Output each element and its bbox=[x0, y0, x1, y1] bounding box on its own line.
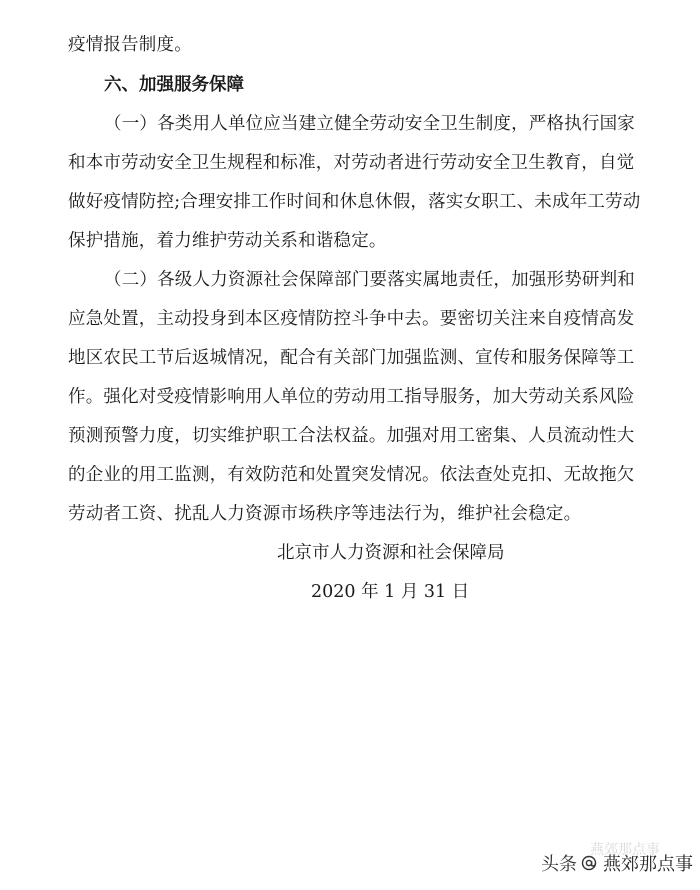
watermark-author: 燕郊那点事 bbox=[603, 854, 693, 875]
paragraph-line: 预测预警力度，切实维护职工合法权益。加强对用工密集、人员流动性大 bbox=[68, 426, 635, 446]
paragraph-line: 作。强化对受疫情影响用人单位的劳动用工指导服务，加大劳动关系风险 bbox=[68, 387, 635, 407]
paragraph-line: （二）各级人力资源社会保障部门要落实属地责任，加强形势研判和 bbox=[104, 270, 635, 290]
paragraph-line: 应急处置，主动投身到本区疫情防控斗争中去。要密切关注来自疫情高发 bbox=[68, 309, 635, 329]
signature-organization: 北京市人力资源和社会保障局 bbox=[277, 543, 505, 563]
signature-date: 2020 年 1 月 31 日 bbox=[311, 582, 470, 602]
watermark bbox=[541, 850, 693, 876]
paragraph-line: 地区农民工节后返城情况，配合有关部门加强监测、宣传和服务保障等工 bbox=[68, 348, 635, 368]
paragraph-line: 和本市劳动安全卫生规程和标准，对劳动者进行劳动安全卫生教育，自觉 bbox=[68, 153, 635, 173]
paragraph-line: 的企业的用工监测，有效防范和处置突发情况。依法查处克扣、无故拖欠 bbox=[68, 465, 635, 485]
at-icon bbox=[581, 855, 597, 871]
paragraph-line: （一）各类用人单位应当建立健全劳动安全卫生制度，严格执行国家 bbox=[104, 114, 635, 134]
section-heading: 六、加强服务保障 bbox=[104, 75, 244, 95]
paragraph-line: 劳动者工资、扰乱人力资源市场秩序等违法行为，维护社会稳定。 bbox=[68, 504, 582, 524]
paragraph-line: 做好疫情防控;合理安排工作时间和休息休假，落实女职工、未成年工劳动 bbox=[68, 192, 641, 212]
watermark-platform: 头条 bbox=[541, 854, 577, 875]
paragraph-line: 保护措施，着力维护劳动关系和谐稳定。 bbox=[68, 231, 387, 251]
paragraph-tail-line: 疫情报告制度。 bbox=[68, 35, 192, 55]
watermark-ghost-text: 燕郊那点事 bbox=[590, 842, 660, 858]
